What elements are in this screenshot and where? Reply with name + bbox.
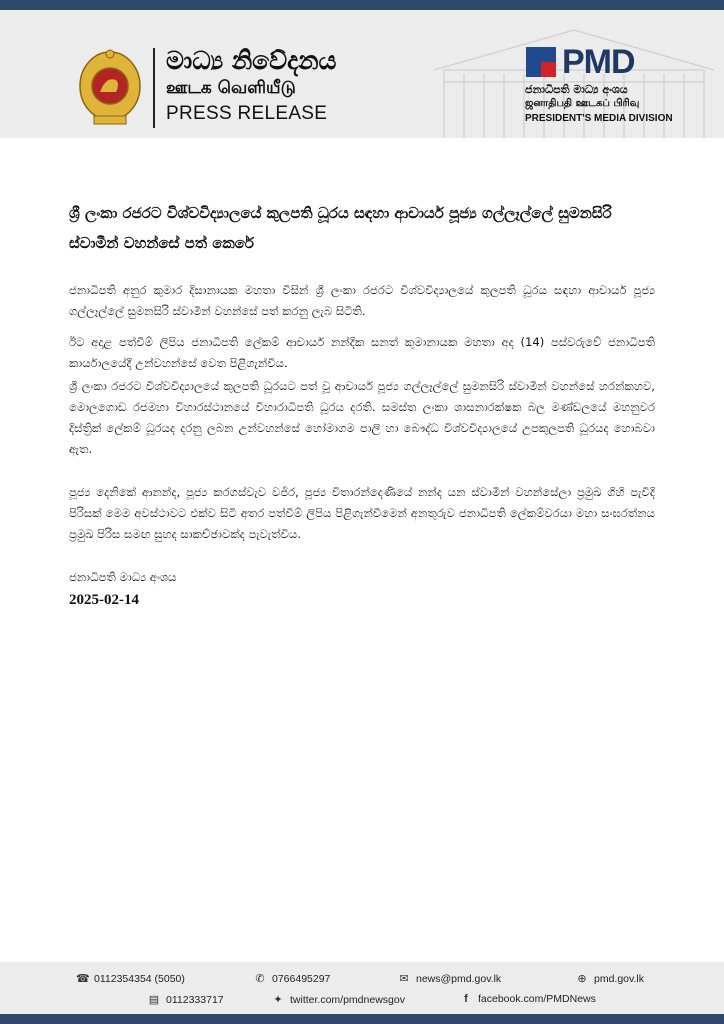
pmd-logo-text: PMD [562, 42, 635, 81]
pmd-logo [526, 42, 635, 82]
facebook-contact[interactable] [460, 993, 596, 1005]
mobile-phone-icon: ✆ [255, 973, 265, 985]
mobile-contact [254, 972, 330, 985]
website-contact[interactable] [576, 972, 644, 985]
phone-contact [76, 972, 185, 985]
pmd-name-sinhala: ජනාධිපති මාධ්‍ය අංශය [525, 83, 628, 96]
email-contact[interactable] [398, 972, 501, 985]
twitter-contact[interactable] [272, 993, 405, 1006]
press-release-title-sinhala: මාධ්‍ය නිවේදනය [166, 46, 337, 75]
pmd-logo-mark [526, 47, 556, 77]
twitter-icon: ✦ [273, 994, 283, 1006]
globe-icon: ⊕ [577, 973, 587, 985]
press-release-title-english: PRESS RELEASE [166, 103, 328, 124]
phone-icon: ☎ [76, 973, 90, 985]
signature: ජනාධිපති මාධ්‍ය අංශය [69, 570, 177, 584]
facebook-icon: f [464, 993, 468, 1005]
top-color-bar [0, 0, 724, 10]
article-headline: ශ්‍රී ලංකා රජරට විශ්වවිද්‍යාලයේ කුලපති ධූරය සඳහා ආචාර්ය පූජ්‍ය ගල්ලෑල්ලේ සුමනසිරි ස්වාමීන් වහන්සේ පත් කෙරේ [69, 204, 612, 252]
pmd-name-english: PRESIDENT'S MEDIA DIVISION [525, 113, 673, 124]
article-paragraph: ජනාධිපති අනුර කුමාර දිසානායක මහතා විසින් ශ්‍රී ලංකා රජරට විශ්වවිද්‍යාලයේ කුලපති ධූරය සඳහා ආචාර්ය පූජ්‍ය ගල්ලෑල්ලේ සුමනසිරි ස්වාමීන් වහන්සේ පත් කරනු ලැබ සිටිති. [69, 283, 655, 318]
article-paragraph: ඊට අදාළ පත්වීම් ලිපිය ජනාධිපති ලේකම් ආචාර්ය නන්දික සනත් කුමානායක මහතා අද (14) පස්වරුවේ ජනාධිපති කාර්යාලයේදී උන්වහන්සේ වෙත පිළිගැන්විය. [69, 335, 655, 370]
pmd-name-tamil: ஜனாதிபதி ஊடகப் பிரிவு [525, 98, 640, 109]
twitter-link[interactable]: twitter.com/pmdnewsgov [290, 993, 405, 1006]
header-divider [153, 48, 155, 128]
phone-number: 0112354354 (5050) [94, 972, 185, 985]
press-release-header [0, 10, 724, 138]
contact-footer [0, 962, 724, 1014]
release-date: 2025-02-14 [69, 592, 139, 608]
fax-number: 0112333717 [166, 993, 224, 1006]
website-link[interactable]: pmd.gov.lk [594, 972, 644, 985]
fax-icon: ▤ [148, 994, 160, 1006]
email-link[interactable]: news@pmd.gov.lk [416, 972, 502, 985]
sri-lanka-emblem [76, 46, 144, 128]
mobile-number: 0766495297 [272, 972, 331, 985]
press-release-title-tamil: ஊடக வெளியீடு [166, 78, 296, 98]
article-paragraph: ශ්‍රී ලංකා රජරට විශ්වවිද්‍යාලයේ කුලපති ධූරයට පත් වූ ආචාර්ය පූජ්‍ය ගල්ලෑල්ලේ සුමනසිරි ස්වාමීන් වහන්සේ හරන්කහව, මොලගොඩ රජමහා විහාරස්ථානයේ විහාරාධිපති ධූරය දරති. සමස්ත ලංකා ශාසනාරක්ෂක බල මණ්ඩලයේ මහනුවර දිස්ත්‍රික් ලේකම් ධූරයද දරනු ලබන උන්වහන්සේ හෝමාගම පාලි හා බෞද්ධ විශ්වවිද්‍යාලයේ උපකුලපති ධූරයද හොබවා ඇත. [69, 379, 655, 456]
bottom-color-bar [0, 1014, 724, 1024]
facebook-link[interactable]: facebook.com/PMDNews [478, 993, 596, 1005]
article-paragraph: පූජ්‍ය දෙනිකේ ආනන්ද, පූජ්‍ය කරගස්වැව වජිර, පූජ්‍ය විතාරන්දෙණියේ නන්ද යන ස්වාමීන් වහන්සේලා ප්‍රමුඛ ගිහි පැවිදි පිරිසක් මෙම අවස්ථාවට එක්ව සිටි අතර පත්වීම් ලිපිය පිළිගැන්වීමෙන් අනතුරුව ජනාධිපති ලේකම්වරයා මහා සංඝරත්නය ප්‍රමුඛ පිරිස සමඟ සුහද සාකච්ඡාවක්ද පැවැත්විය. [69, 485, 655, 541]
email-icon: ✉ [399, 973, 409, 985]
fax-contact [148, 993, 224, 1006]
